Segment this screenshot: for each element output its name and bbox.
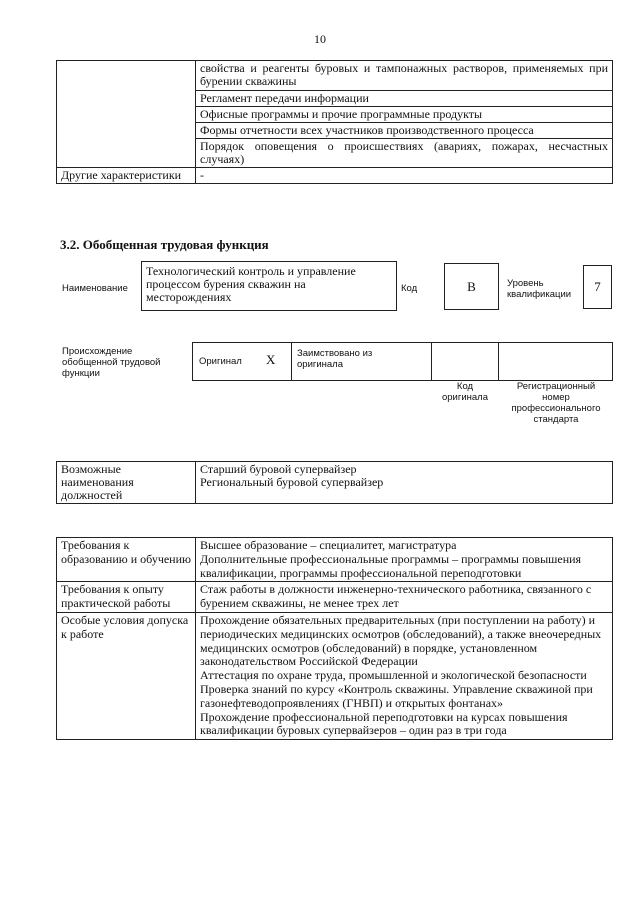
level-value-box xyxy=(583,265,612,309)
table-cell-label: Требования к опыту практической работы xyxy=(57,582,196,613)
table-row xyxy=(57,462,613,504)
table-row xyxy=(57,168,613,184)
table-cell-value: Формы отчетности всех участников производственного процесса xyxy=(196,123,613,139)
list-item: Старший буровой супервайзер xyxy=(200,462,357,476)
table-row xyxy=(57,61,613,91)
table-cell-value: Регламент передачи информации xyxy=(196,91,613,107)
table-cell-value: Порядок оповещения о происшествиях (авариях, пожарах, несчастных случаях) xyxy=(196,139,613,168)
table-cell-value: Офисные программы и прочие программные продукты xyxy=(196,107,613,123)
table-cell-label: Требования к образованию и обучению xyxy=(57,538,196,582)
list-item: Стаж работы в должности инженерно-технического работника, связанного с бурением скважины, не менее трех лет xyxy=(200,582,592,611)
table-cell-value xyxy=(196,538,613,582)
divider xyxy=(431,342,432,381)
requirements-table xyxy=(56,537,613,740)
list-item: Прохождение обязательных предварительных (при поступлении на работу) и периодических медицинских осмотров (обследований), а также внеочередных медицинских осмотров (обследований) в порядке, установленном законодательством Российской Федерации xyxy=(200,612,602,669)
name-value: Технологический контроль и управление процессом бурения скважин на месторождениях xyxy=(146,264,356,304)
section-title: 3.2. Обобщенная трудовая функция xyxy=(60,237,269,252)
table-cell-label: Другие характеристики xyxy=(57,168,196,184)
list-item: Проверка знаний по курсу «Контроль скважины. Управление скважиной при газонефтеводопроявлениях (ГНВП) и открытых фонтанах» xyxy=(200,681,593,710)
divider xyxy=(498,342,499,381)
level-value: 7 xyxy=(594,279,601,294)
table-cell-label: Особые условия допуска к работе xyxy=(57,612,196,739)
table-cell-label xyxy=(57,61,196,168)
borrowed-label: Заимствовано из оригинала xyxy=(297,348,373,370)
knowledge-table xyxy=(56,60,613,184)
divider xyxy=(291,342,292,381)
original-label: Оригинал xyxy=(199,356,242,367)
name-value-box xyxy=(141,261,397,311)
code-caption: Код оригинала xyxy=(441,381,488,403)
table-cell-value xyxy=(196,582,613,613)
list-item: Прохождение профессиональной переподготовки на курсах повышения квалификации буровых супервайзеров – один раз в три года xyxy=(200,709,568,738)
table-cell-value: свойства и реагенты буровых и тампонажных растворов, применяемых при бурении скважины xyxy=(196,61,613,91)
table-row xyxy=(57,538,613,582)
positions-table xyxy=(56,461,613,504)
list-item: Высшее образование – специалитет, магистратура xyxy=(200,538,457,552)
list-item: Региональный буровой супервайзер xyxy=(200,475,384,489)
table-row xyxy=(57,612,613,739)
code-value-box xyxy=(444,263,499,310)
reg-caption: Регистрационный номер профессионального стандарта xyxy=(511,381,601,425)
list-item: Дополнительные профессиональные программы – программы повышения квалификации, программы профессиональной переподготовки xyxy=(200,551,582,580)
name-label: Наименование xyxy=(62,283,128,294)
list-item: Аттестация по охране труда, промышленной и экологической безопасности xyxy=(200,668,587,683)
table-cell-value: - xyxy=(196,168,613,184)
code-value: B xyxy=(467,279,476,294)
page-number: 10 xyxy=(314,32,326,46)
table-cell-label: Возможные наименования должностей xyxy=(57,462,196,504)
original-mark: X xyxy=(266,352,276,367)
origin-label: Происхождение обобщенной трудовой функции xyxy=(62,346,161,379)
table-cell-value xyxy=(196,462,613,504)
level-label: Уровень квалификации xyxy=(507,278,572,300)
code-label: Код xyxy=(401,283,418,294)
table-cell-value xyxy=(196,612,613,739)
table-row xyxy=(57,582,613,613)
